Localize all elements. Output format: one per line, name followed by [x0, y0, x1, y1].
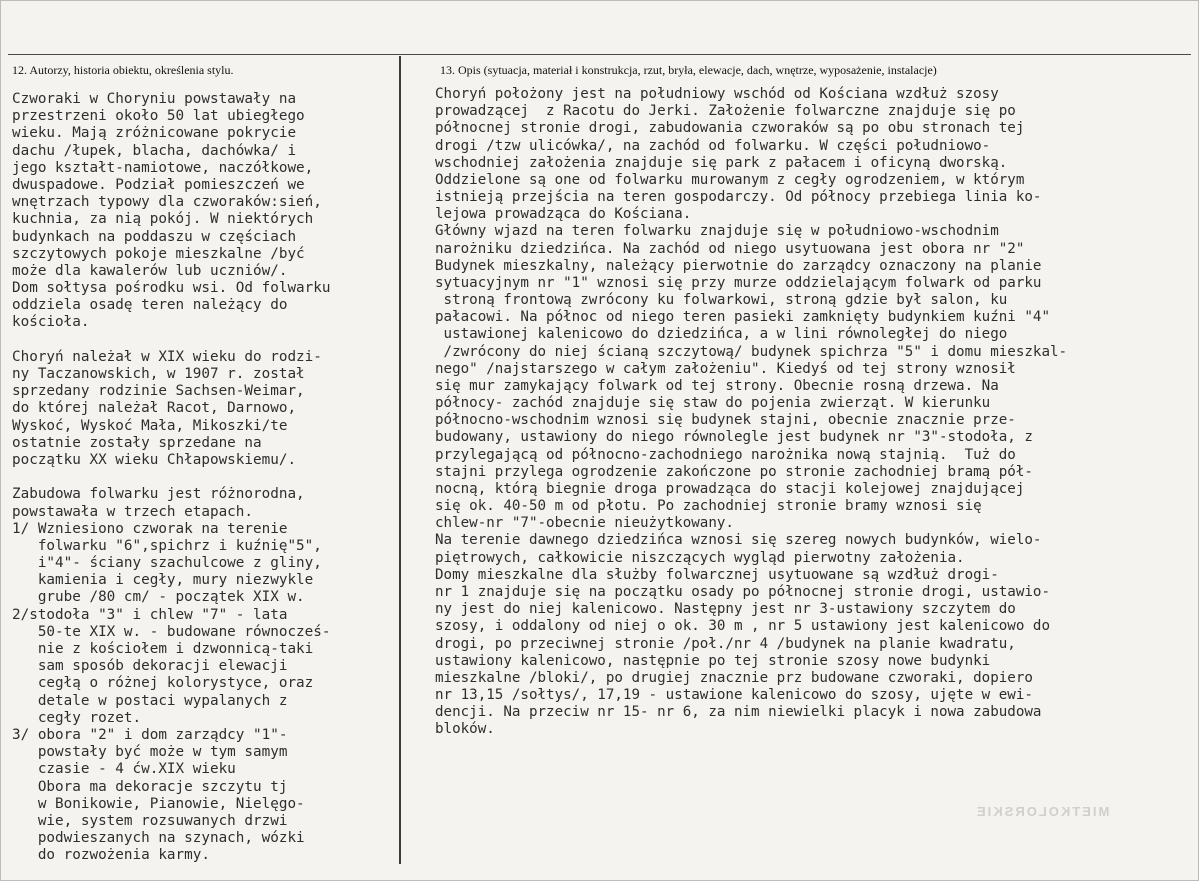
typed-line: Domy mieszkalne dla służby folwarcznej usytuowane są wzdłuż drogi-: [435, 566, 999, 583]
typed-line: i"4"- ściany szachulcowe z gliny,: [12, 555, 322, 572]
typed-line: stajni przylega ogrodzenie zakończone po stronie zachodniej bramą pół-: [435, 463, 1033, 480]
typed-line: szosy, i oddalony od niej o ok. 30 m , nr 5 ustawiony jest kalenicowo do: [435, 618, 1050, 635]
typed-line: czasie - 4 ćw.XIX wieku: [12, 761, 236, 778]
typed-line: Oddzielone są one od folwarku murowanym z cegły ogrodzeniem, w którym: [435, 171, 1025, 188]
typed-line: Wyskoć, Wyskoć Mała, Mikoszki/te: [12, 417, 288, 434]
typed-line: cegły rozet.: [12, 709, 142, 726]
typed-line: Obora ma dekoracje szczytu tj: [12, 778, 288, 795]
typed-line: stroną frontową zwrócony ku folwarkowi, stroną gdzie był salon, ku: [435, 292, 1008, 309]
paragraph-gap: [12, 469, 397, 486]
typed-line: drogi, po przeciwnej stronie /poł./nr 4 /budynek na planie kwadratu,: [435, 635, 1016, 652]
left-column-header: 12. Autorzy, historia obiektu, określenia stylu.: [12, 63, 234, 77]
typed-line: mieszkalne /bloki/, po drugiej znacznie prz budowane czworaki, dopiero: [435, 669, 1033, 686]
typed-line: sprzedany rodzinie Sachsen-Weimar,: [12, 383, 305, 400]
typed-line: północy- zachód znajduje się staw do pojenia zwierząt. W kierunku: [435, 395, 991, 412]
typed-line: wieku. Mają zróżnicowane pokrycie: [12, 125, 297, 142]
typed-line: jego kształt-namiotowe, naczółkowe,: [12, 159, 314, 176]
typed-line: 50-te XIX w. - budowane równocześ-: [12, 623, 331, 640]
typed-line: Choryń należał w XIX wieku do rodzi-: [12, 348, 322, 365]
typed-line: sam sposób dekoracji elewacji: [12, 658, 288, 675]
typed-line: prowadzącej z Racotu do Jerki. Założenie folwarczne znajduje się po: [435, 103, 1016, 120]
typed-line: powstały być może w tym samym: [12, 744, 288, 761]
history-paragraph: [12, 349, 397, 469]
typed-line: nie z kościołem i dzwonnicą-taki: [12, 641, 314, 657]
history-paragraph: [12, 91, 397, 332]
typed-line: chlew-nr "7"-obecnie nieużytkowany.: [435, 515, 734, 532]
typed-line: pałacowi. Na północ od niego teren pasieki zamknięty budynkiem kuźni "4": [435, 309, 1050, 326]
typed-line: Choryń położony jest na południowy wschód od Kościana wzdłuż szosy: [435, 86, 999, 102]
typed-line: wnętrzach typowy dla czworaków:sień,: [12, 194, 322, 211]
typed-line: cegłą o różnej kolorystyce, oraz: [12, 675, 314, 692]
typed-line: bloków.: [435, 721, 495, 738]
typed-line: ny Taczanowskich, w 1907 r. został: [12, 366, 305, 382]
typed-line: Zabudowa folwarku jest różnorodna,: [12, 486, 305, 503]
column-divider: [399, 56, 401, 864]
history-paragraph: [12, 486, 397, 864]
typed-line: /zwrócony do niej ścianą szczytową/ budynek spichrza "5" i domu mieszkal-: [435, 343, 1068, 360]
typed-line: w Bonikowie, Pianowie, Nielęgo-: [12, 795, 305, 812]
typed-line: Główny wjazd na teren folwarku znajduje się w południowo-wschodnim: [435, 223, 999, 240]
typed-line: wschodniej założenia znajduje się park z pałacem i oficyną dworską.: [435, 154, 1008, 171]
typed-line: oddziela osadę teren należący do: [12, 297, 288, 314]
typed-line: ny jest do niej kalenicowo. Następny jest nr 3-ustawiony szczytem do: [435, 601, 1016, 618]
typed-line: wie, system rozsuwanych drzwi: [12, 812, 288, 829]
typed-line: powstawała w trzech etapach.: [12, 503, 254, 520]
typed-line: północno-wschodnim wznosi się budynek stajni, obecnie znacznie prze-: [435, 412, 1016, 429]
typed-line: początku XX wieku Chłapowskiemu/.: [12, 451, 297, 468]
typed-line: szczytowych pokoje mieszkalne /być: [12, 245, 305, 262]
typed-line: drogi /tzw ulicówka/, na zachód od folwarku. W części południowo-: [435, 137, 991, 154]
typed-line: detale w postaci wypalanych z: [12, 692, 288, 709]
typed-line: ostatnie zostały sprzedane na: [12, 434, 262, 451]
typed-line: Na terenie dawnego dziedzińca wznosi się szereg nowych budynków, wielo-: [435, 532, 1042, 549]
typed-line: lejowa prowadząca do Kościana.: [435, 206, 692, 223]
typed-line: Czworaki w Choryniu powstawały na: [12, 91, 297, 107]
typed-line: dachu /łupek, blacha, dachówka/ i: [12, 142, 297, 159]
typed-line: przylegającą od północno-zachodniego narożnika nową stajnią. Tuż do: [435, 446, 1016, 463]
bleed-through-text: MIETKOLORSKIE: [975, 804, 1110, 819]
typed-line: kościoła.: [12, 314, 90, 331]
typed-line: Budynek mieszkalny, należący pierwotnie do zarządcy oznaczony na planie: [435, 257, 1042, 274]
typed-line: grube /80 cm/ - początek XIX w.: [12, 589, 305, 606]
typed-line: 3/ obora "2" i dom zarządcy "1"-: [12, 726, 288, 743]
typed-line: sytuacyjnym nr "1" wznosi się przy murze oddzielającym folwark od parku: [435, 274, 1042, 291]
typed-line: się mur zamykający folwark od tej strony. Obecnie rosną drzewa. Na: [435, 377, 999, 394]
typed-line: Dom sołtysa pośrodku wsi. Od folwarku: [12, 280, 331, 297]
header-rule: [8, 54, 1191, 55]
typed-line: folwarku "6",spichrz i kuźnię"5",: [12, 537, 322, 554]
typed-line: nego" /najstarszego w całym założeniu". Kiedyś od tej strony wznosił: [435, 360, 1016, 377]
typed-line: północnej stronie drogi, zabudowania czworaków są po obu stronach tej: [435, 120, 1025, 137]
typed-line: przestrzeni około 50 lat ubiegłego: [12, 108, 305, 125]
typed-line: podwieszanych na szynach, wózki: [12, 830, 305, 847]
typed-line: się ok. 40-50 m od płotu. Po zachodniej stronie bramy wznosi się: [435, 498, 982, 515]
typed-line: kamienia i cegły, mury niezwykle: [12, 572, 314, 589]
right-column-header: 13. Opis (sytuacja, materiał i konstrukcja, rzut, bryła, elewacje, dach, wnętrze, wyposażenie, instalacje): [440, 63, 937, 77]
typed-line: piętrowych, całkowicie niszczących wygląd pierwotny założenia.: [435, 549, 965, 566]
typed-line: budowany, ustawiony do niego równolegle jest budynek nr "3"-stodoła, z: [435, 429, 1033, 446]
typed-line: narożniku dziedzińca. Na zachód od niego usytuowana jest obora nr "2": [435, 240, 1025, 257]
typed-line: nr 1 znajduje się na początku osady po północnej stronie drogi, ustawio-: [435, 583, 1050, 600]
typed-line: 2/stodoła "3" i chlew "7" - lata: [12, 606, 288, 623]
typed-line: może dla kawalerów lub uczniów/.: [12, 262, 288, 279]
typed-line: ustawionej kalenicowo do dziedzińca, a w lini równoległej do niego: [435, 326, 1008, 343]
description-column: [435, 86, 1195, 739]
typed-line: nocną, którą biegnie droga prowadząca do stacji kolejowej znajdującej: [435, 480, 1025, 497]
typed-line: istnieją przejścia na teren gospodarczy. Od północy przebiega linia ko-: [435, 189, 1042, 206]
history-column: [12, 91, 397, 864]
typed-line: do rozwożenia karmy.: [12, 847, 210, 864]
typed-line: 1/ Wzniesiono czworak na terenie: [12, 520, 288, 537]
typed-line: dencji. Na przeciw nr 15- nr 6, za nim niewielki placyk i nowa zabudowa: [435, 704, 1042, 721]
paragraph-gap: [12, 332, 397, 349]
typed-line: dwuspadowe. Podział pomieszczeń we: [12, 176, 305, 193]
typed-line: budynkach na poddaszu w częściach: [12, 228, 297, 245]
typed-line: nr 13,15 /sołtys/, 17,19 - ustawione kalenicowo do szosy, ujęte w ewi-: [435, 687, 1033, 704]
typed-line: do której należał Racot, Darnowo,: [12, 400, 297, 417]
typed-line: kuchnia, za nią pokój. W niektórych: [12, 211, 314, 228]
typed-line: ustawiony kalenicowo, następnie po tej stronie szosy nowe budynki: [435, 652, 991, 669]
